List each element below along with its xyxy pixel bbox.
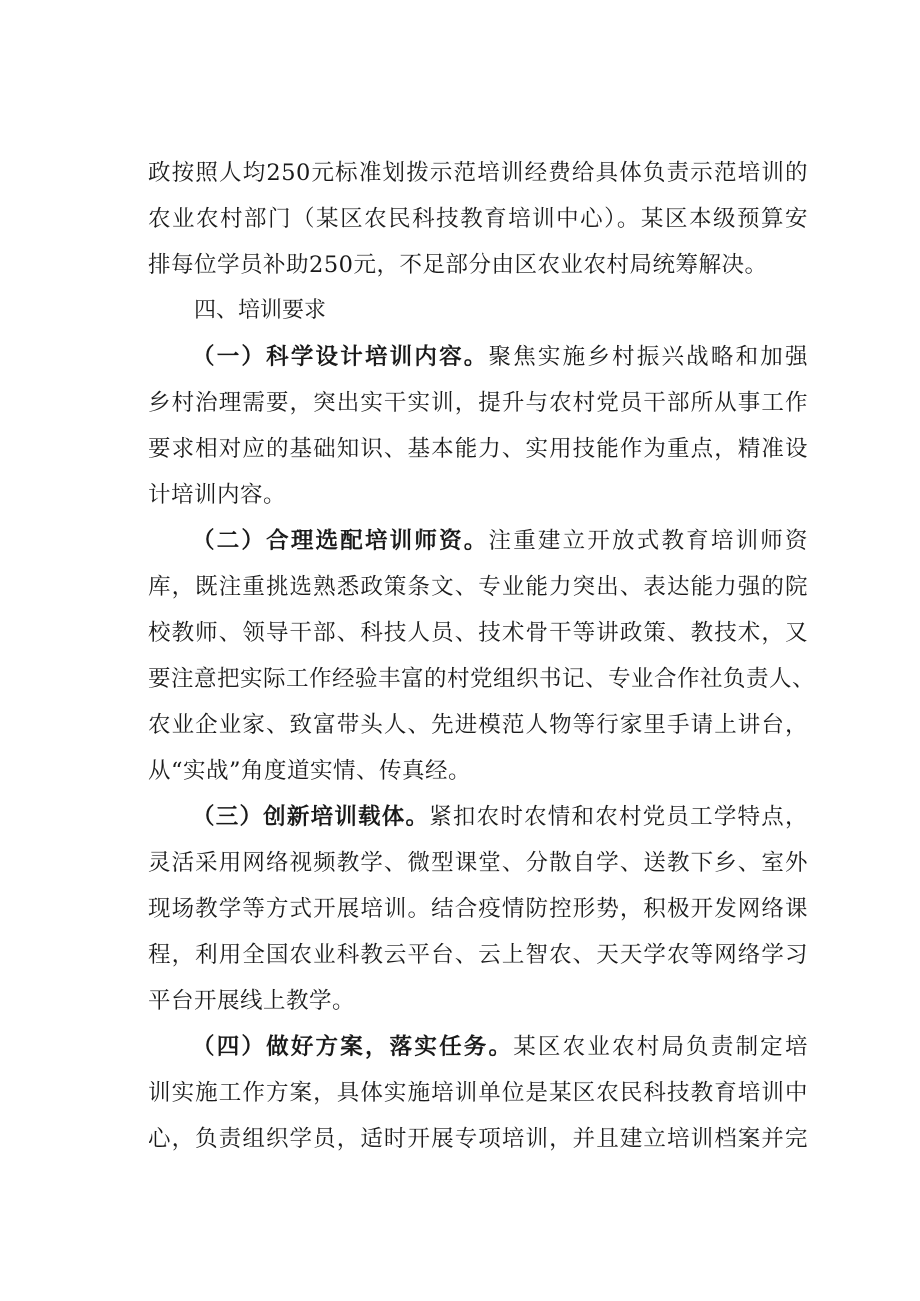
text-line: 灵活采用网络视频教学、微型课堂、分散自学、送教下乡、室外	[148, 850, 808, 876]
text-line: 程，利用全国农业科教云平台、云上智农、天天学农等网络学习	[148, 942, 808, 968]
paragraph-item-4	[148, 1024, 808, 1162]
text-line: 现场教学等方式开展培训。结合疫情防控形势，积极开发网络课	[148, 896, 808, 922]
item-text: 某区农业农村局负责制定培	[513, 1034, 808, 1060]
text-line: 要注意把实际工作经验丰富的村党组织书记、专业合作社负责人、	[148, 666, 816, 692]
document-page	[148, 150, 816, 1162]
section-heading: 四、培训要求	[194, 298, 327, 323]
item-text: 紧扣农时农情和农村党员工学特点，	[429, 804, 808, 830]
paragraph-item-2	[148, 518, 816, 794]
text-line: 从“实战”角度道实情、传真经。	[148, 758, 472, 784]
item-title: （一）科学设计培训内容。	[192, 344, 489, 370]
text-line	[148, 334, 808, 380]
text-line: 农业企业家、致富带头人、先进模范人物等行家里手请上讲台，	[148, 712, 808, 738]
text-line	[148, 1024, 808, 1070]
text-line: 训实施工作方案，具体实施培训单位是某区农民科技教育培训中	[148, 1080, 808, 1106]
text-line: 心，负责组织学员，适时开展专项培训，并且建立培训档案并完	[148, 1126, 808, 1152]
text-line	[148, 518, 808, 564]
item-text: 聚焦实施乡村振兴战略和加强	[488, 344, 808, 370]
continuation-paragraph	[148, 150, 808, 288]
text-line: 要求相对应的基础知识、基本能力、实用技能作为重点，精准设	[148, 436, 808, 462]
text-line: 计培训内容。	[148, 482, 287, 508]
text-line: 平台开展线上教学。	[148, 988, 356, 1014]
paragraph-item-1	[148, 334, 808, 518]
item-title: （三）创新培训载体。	[192, 804, 430, 830]
item-title: （二）合理选配培训师资。	[192, 528, 489, 554]
item-text: 注重建立开放式教育培训师资	[488, 528, 808, 554]
text-line: 排每位学员补助250元，不足部分由区农业农村局统筹解决。	[148, 252, 768, 278]
text-line	[148, 794, 808, 840]
text-line: 乡村治理需要，突出实干实训，提升与农村党员干部所从事工作	[148, 390, 808, 416]
item-title: （四）做好方案，落实任务。	[192, 1034, 514, 1060]
text-line: 校教师、领导干部、科技人员、技术骨干等讲政策、教技术，又	[148, 620, 808, 646]
text-line: 库，既注重挑选熟悉政策条文、专业能力突出、表达能力强的院	[148, 574, 808, 600]
text-line: 政按照人均250元标准划拨示范培训经费给具体负责示范培训的	[148, 160, 808, 186]
paragraph-item-3	[148, 794, 808, 1024]
text-line: 农业农村部门（某区农民科技教育培训中心）。某区本级预算安	[148, 206, 808, 232]
